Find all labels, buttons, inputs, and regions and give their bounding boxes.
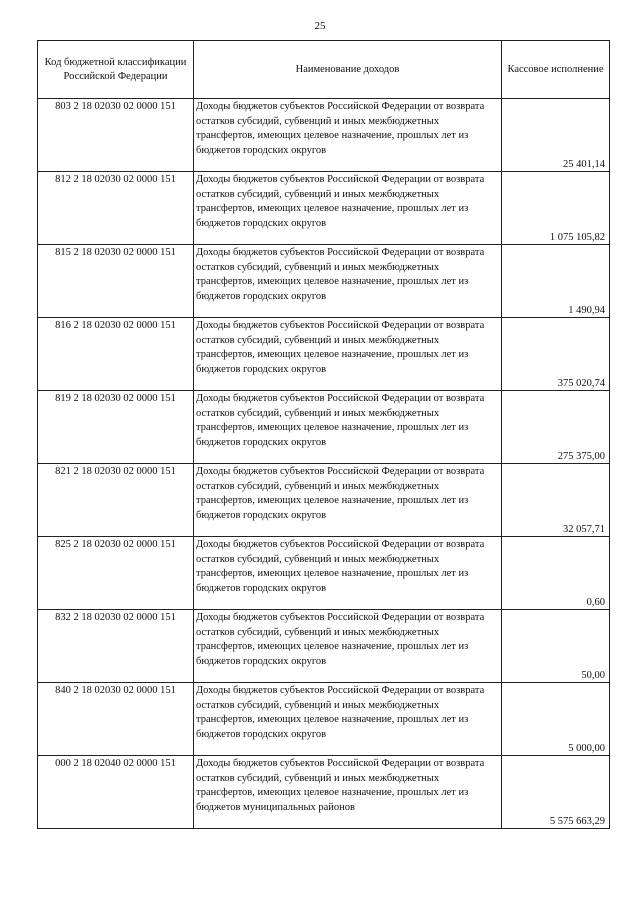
row-amount-cell	[502, 464, 610, 537]
row-name: Доходы бюджетов субъектов Российской Федерации от возврата остатков субсидий, субвенций и иных межбюджетных трансфертов, имеющих целевое назначение, прошлых лет из бюджетов городских округов	[194, 464, 502, 537]
table-row	[38, 318, 610, 391]
table-row	[38, 99, 610, 172]
row-amount: 275 375,00	[557, 451, 605, 462]
row-amount: 1 075 105,82	[549, 232, 605, 243]
row-amount: 0,60	[586, 597, 605, 608]
row-amount-cell	[502, 318, 610, 391]
row-amount: 5 575 663,29	[549, 816, 605, 827]
table-row	[38, 683, 610, 756]
row-name: Доходы бюджетов субъектов Российской Федерации от возврата остатков субсидий, субвенций и иных межбюджетных трансфертов, имеющих целевое назначение, прошлых лет из бюджетов муниципальных районов	[194, 756, 502, 829]
page-number: 25	[314, 20, 326, 32]
table-row	[38, 391, 610, 464]
row-name: Доходы бюджетов субъектов Российской Федерации от возврата остатков субсидий, субвенций и иных межбюджетных трансфертов, имеющих целевое назначение, прошлых лет из бюджетов городских округов	[194, 172, 502, 245]
row-code: 821 2 18 02030 02 0000 151	[38, 464, 194, 537]
header-code: Код бюджетной классификации Российской Федерации	[38, 41, 194, 99]
row-amount-cell	[502, 683, 610, 756]
row-code: 803 2 18 02030 02 0000 151	[38, 99, 194, 172]
header-amount: Кассовое исполнение	[502, 41, 610, 99]
table-row	[38, 172, 610, 245]
row-amount: 1 490,94	[568, 305, 605, 316]
row-amount: 5 000,00	[568, 743, 605, 754]
row-code: 832 2 18 02030 02 0000 151	[38, 610, 194, 683]
row-name: Доходы бюджетов субъектов Российской Федерации от возврата остатков субсидий, субвенций и иных межбюджетных трансфертов, имеющих целевое назначение, прошлых лет из бюджетов городских округов	[194, 99, 502, 172]
row-amount-cell	[502, 245, 610, 318]
table-row	[38, 537, 610, 610]
table-row	[38, 245, 610, 318]
row-code: 816 2 18 02030 02 0000 151	[38, 318, 194, 391]
row-amount: 50,00	[581, 670, 605, 681]
row-amount-cell	[502, 391, 610, 464]
header-name: Наименование доходов	[194, 41, 502, 99]
table-row	[38, 464, 610, 537]
row-amount-cell	[502, 610, 610, 683]
table-header-row	[38, 41, 610, 99]
row-amount-cell	[502, 537, 610, 610]
row-name: Доходы бюджетов субъектов Российской Федерации от возврата остатков субсидий, субвенций и иных межбюджетных трансфертов, имеющих целевое назначение, прошлых лет из бюджетов городских округов	[194, 610, 502, 683]
row-name: Доходы бюджетов субъектов Российской Федерации от возврата остатков субсидий, субвенций и иных межбюджетных трансфертов, имеющих целевое назначение, прошлых лет из бюджетов городских округов	[194, 683, 502, 756]
row-code: 812 2 18 02030 02 0000 151	[38, 172, 194, 245]
row-amount: 32 057,71	[563, 524, 605, 535]
row-code: 840 2 18 02030 02 0000 151	[38, 683, 194, 756]
row-code: 000 2 18 02040 02 0000 151	[38, 756, 194, 829]
row-code: 819 2 18 02030 02 0000 151	[38, 391, 194, 464]
row-amount: 25 401,14	[563, 159, 605, 170]
row-name: Доходы бюджетов субъектов Российской Федерации от возврата остатков субсидий, субвенций и иных межбюджетных трансфертов, имеющих целевое назначение, прошлых лет из бюджетов городских округов	[194, 245, 502, 318]
row-code: 825 2 18 02030 02 0000 151	[38, 537, 194, 610]
row-amount-cell	[502, 756, 610, 829]
revenue-table	[37, 40, 610, 829]
row-amount-cell	[502, 172, 610, 245]
row-name: Доходы бюджетов субъектов Российской Федерации от возврата остатков субсидий, субвенций и иных межбюджетных трансфертов, имеющих целевое назначение, прошлых лет из бюджетов городских округов	[194, 537, 502, 610]
row-name: Доходы бюджетов субъектов Российской Федерации от возврата остатков субсидий, субвенций и иных межбюджетных трансфертов, имеющих целевое назначение, прошлых лет из бюджетов городских округов	[194, 318, 502, 391]
table-row	[38, 610, 610, 683]
row-amount: 375 020,74	[557, 378, 605, 389]
row-amount-cell	[502, 99, 610, 172]
table-row	[38, 756, 610, 829]
row-code: 815 2 18 02030 02 0000 151	[38, 245, 194, 318]
row-name: Доходы бюджетов субъектов Российской Федерации от возврата остатков субсидий, субвенций и иных межбюджетных трансфертов, имеющих целевое назначение, прошлых лет из бюджетов городских округов	[194, 391, 502, 464]
